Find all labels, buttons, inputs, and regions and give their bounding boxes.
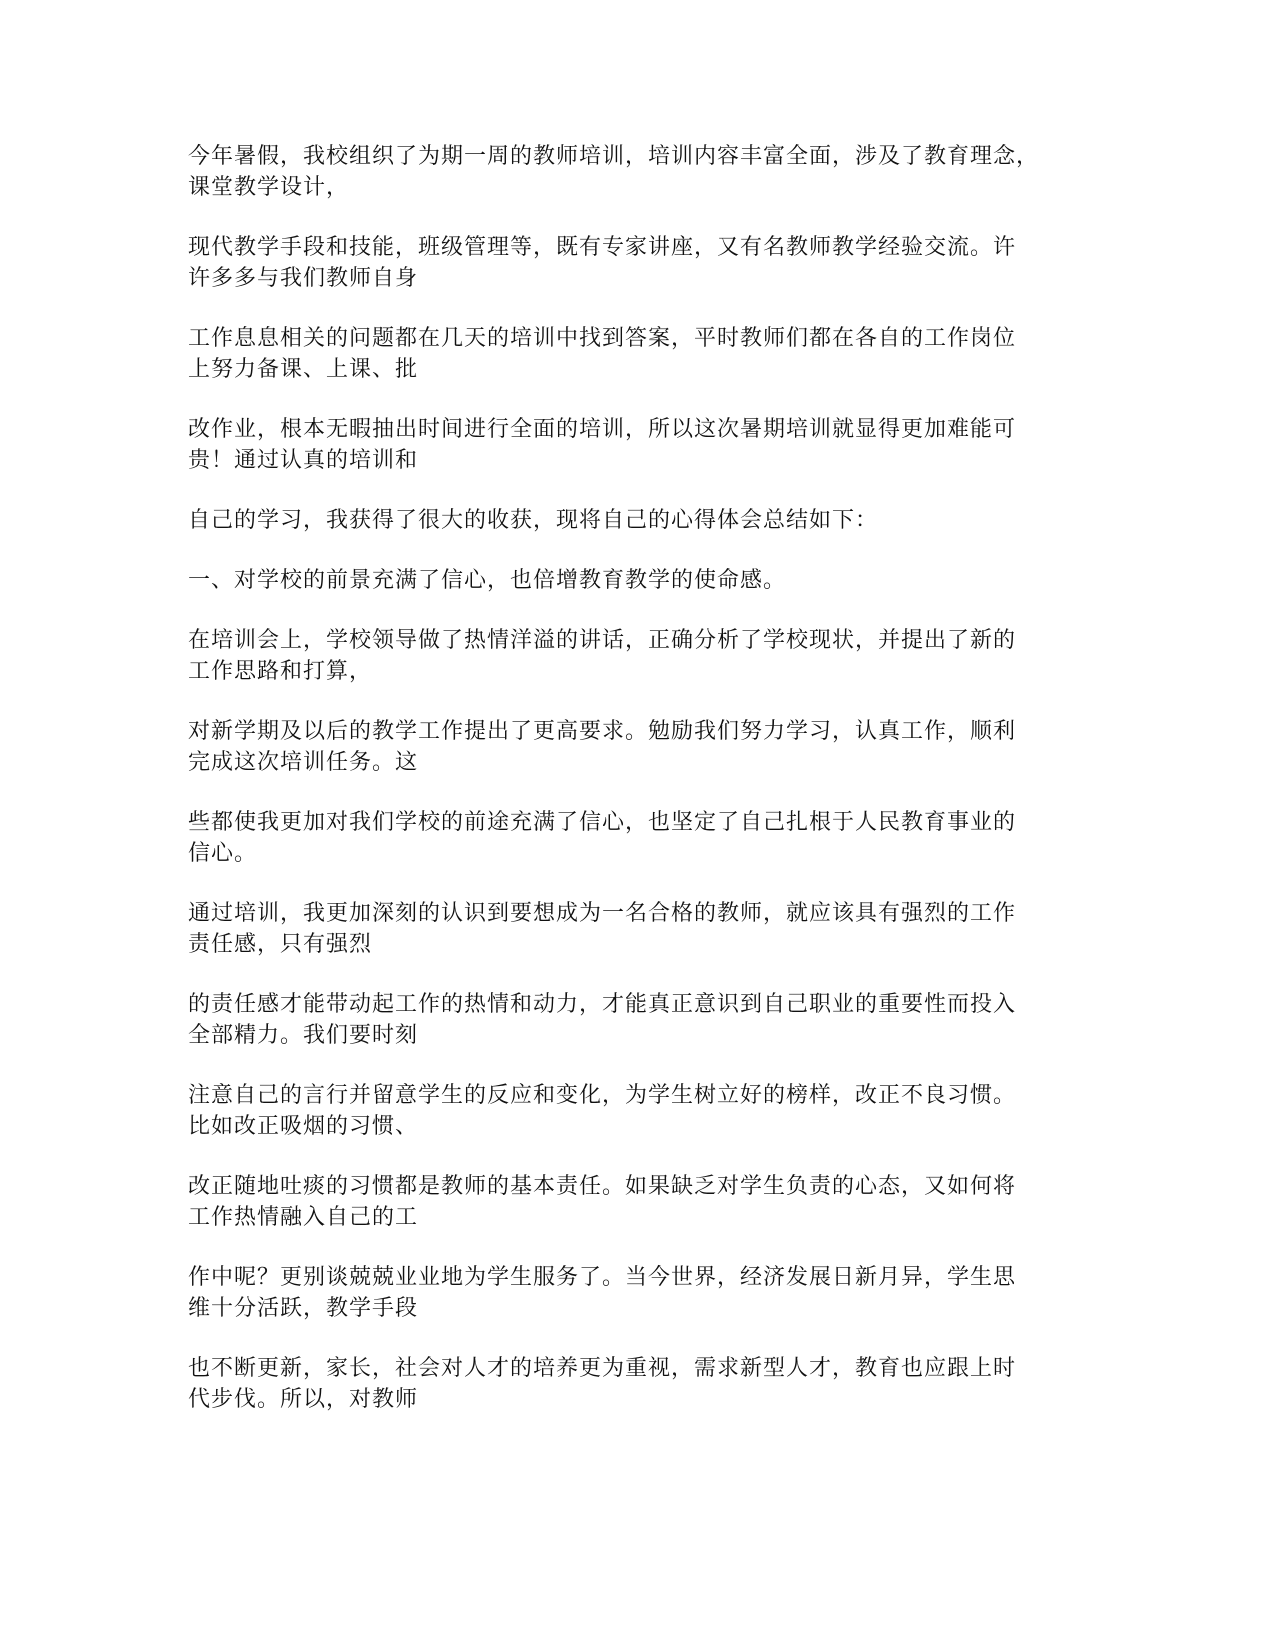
paragraph-2 xyxy=(188,232,1088,294)
paragraph-line: 在培训会上，学校领导做了热情洋溢的讲话，正确分析了学校现状，并提出了新的 xyxy=(188,628,1017,653)
paragraph-15 xyxy=(188,1353,1088,1415)
paragraph-9 xyxy=(188,807,1088,869)
paragraph-11 xyxy=(188,989,1088,1051)
paragraph-line: 今年暑假，我校组织了为期一周的教师培训，培训内容丰富全面，涉及了教育理念， xyxy=(188,144,1040,169)
paragraph-line: 自己的学习，我获得了很大的收获，现将自己的心得体会总结如下： xyxy=(188,508,879,533)
paragraph-7 xyxy=(188,625,1088,687)
section-heading-line: 一、对学校的前景充满了信心，也倍增教育教学的使命感。 xyxy=(188,568,787,593)
paragraph-line: 许多多与我们教师自身 xyxy=(188,266,419,291)
paragraph-line: 信心。 xyxy=(188,841,258,866)
paragraph-line: 课堂教学设计， xyxy=(188,175,350,200)
paragraph-line: 通过培训，我更加深刻的认识到要想成为一名合格的教师，就应该具有强烈的工作 xyxy=(188,901,1017,926)
paragraph-3 xyxy=(188,323,1088,385)
paragraph-line: 也不断更新，家长，社会对人才的培养更为重视，需求新型人才，教育也应跟上时 xyxy=(188,1356,1017,1381)
section-heading-1 xyxy=(188,565,1088,596)
paragraph-line: 些都使我更加对我们学校的前途充满了信心，也坚定了自己扎根于人民教育事业的 xyxy=(188,810,1017,835)
paragraph-line: 注意自己的言行并留意学生的反应和变化，为学生树立好的榜样，改正不良习惯。 xyxy=(188,1083,1017,1108)
paragraph-line: 全部精力。我们要时刻 xyxy=(188,1023,419,1048)
paragraph-line: 贵！通过认真的培训和 xyxy=(188,448,419,473)
document-page xyxy=(188,141,1088,1444)
paragraph-line: 工作思路和打算， xyxy=(188,659,373,684)
paragraph-line: 对新学期及以后的教学工作提出了更高要求。勉励我们努力学习，认真工作，顺利 xyxy=(188,719,1017,744)
paragraph-10 xyxy=(188,898,1088,960)
paragraph-line: 比如改正吸烟的习惯、 xyxy=(188,1114,419,1139)
paragraph-8 xyxy=(188,716,1088,778)
paragraph-line: 工作息息相关的问题都在几天的培训中找到答案，平时教师们都在各自的工作岗位 xyxy=(188,326,1017,351)
paragraph-1 xyxy=(188,141,1088,203)
paragraph-4 xyxy=(188,414,1088,476)
paragraph-line: 现代教学手段和技能，班级管理等，既有专家讲座，又有名教师教学经验交流。许 xyxy=(188,235,1017,260)
paragraph-line: 责任感，只有强烈 xyxy=(188,932,373,957)
paragraph-line: 改正随地吐痰的习惯都是教师的基本责任。如果缺乏对学生负责的心态，又如何将 xyxy=(188,1174,1017,1199)
paragraph-line: 代步伐。所以，对教师 xyxy=(188,1387,419,1412)
paragraph-line: 的责任感才能带动起工作的热情和动力，才能真正意识到自己职业的重要性而投入 xyxy=(188,992,1017,1017)
paragraph-5 xyxy=(188,505,1088,536)
paragraph-line: 完成这次培训任务。这 xyxy=(188,750,419,775)
paragraph-line: 工作热情融入自己的工 xyxy=(188,1205,419,1230)
paragraph-line: 上努力备课、上课、批 xyxy=(188,357,419,382)
paragraph-line: 作中呢？更别谈兢兢业业地为学生服务了。当今世界，经济发展日新月异，学生思 xyxy=(188,1265,1017,1290)
paragraph-line: 改作业，根本无暇抽出时间进行全面的培训，所以这次暑期培训就显得更加难能可 xyxy=(188,417,1017,442)
paragraph-13 xyxy=(188,1171,1088,1233)
paragraph-12 xyxy=(188,1080,1088,1142)
paragraph-line: 维十分活跃，教学手段 xyxy=(188,1296,419,1321)
paragraph-14 xyxy=(188,1262,1088,1324)
